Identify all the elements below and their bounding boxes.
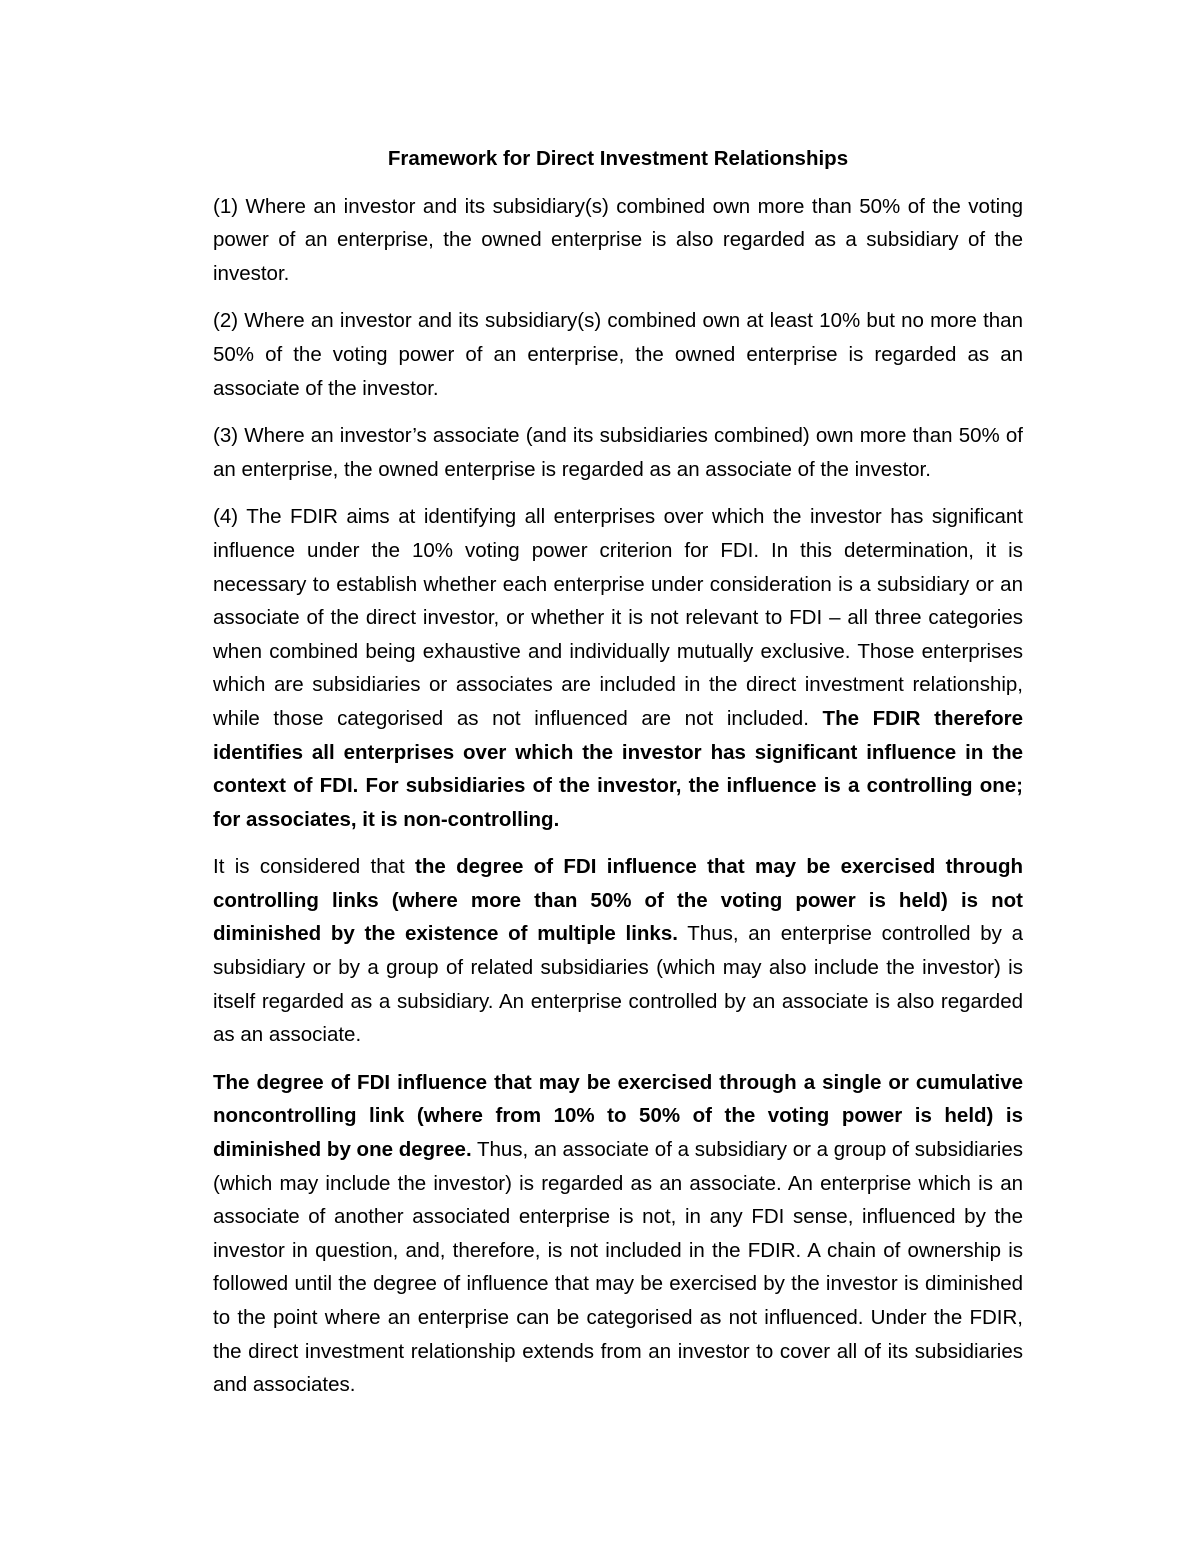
paragraph-1 xyxy=(213,190,1023,291)
paragraph-2 xyxy=(213,304,1023,405)
document-title: Framework for Direct Investment Relationships xyxy=(387,147,849,170)
paragraph-5-bold-text: the degree of FDI influence that may be exercised through controlling links (where more than 50% of the voting power is held) is not diminished by the existence of multiple links. xyxy=(213,855,1023,946)
paragraph-2-text: (2) Where an investor and its subsidiary(s) combined own at least 10% but no more than 50% of the voting power of an enterprise, the owned enterprise is regarded as an associate of the investor. xyxy=(213,309,1023,400)
paragraph-5-text: Thus, an enterprise controlled by a subsidiary or by a group of related subsidiaries (which may also include the investor) is itself regarded as a subsidiary. An enterprise controlled by an associate is also regarded as an associate. xyxy=(213,922,1023,1047)
paragraph-1-text: (1) Where an investor and its subsidiary(s) combined own more than 50% of the voting power of an enterprise, the owned enterprise is also regarded as a subsidiary of the investor. xyxy=(213,194,1023,285)
document-body xyxy=(213,142,1023,1416)
paragraph-4-bold-text: The FDIR therefore identifies all enterprises over which the investor has significant influence in the context of FDI. For subsidiaries of the investor, the influence is a controlling one; for associates, it is non-controlling. xyxy=(213,706,1023,831)
paragraph-6-text: Thus, an associate of a subsidiary or a group of subsidiaries (which may include the investor) is regarded as an associate. An enterprise which is an associate of another associated enterprise is not, in any FDI sense, influenced by the investor in question, and, therefore, is not included in the FDIR. A chain of ownership is followed until the degree of influence that may be exercised by the investor is diminished to the point where an enterprise can be categorised as not influenced. Under the FDIR, the direct investment relationship extends from an investor to cover all of its subsidiaries and associates. xyxy=(213,1138,1023,1397)
paragraph-5 xyxy=(213,850,1023,1052)
paragraph-5-lead-text: It is considered that xyxy=(213,855,416,879)
paragraph-4-text: (4) The FDIR aims at identifying all enterprises over which the investor has significant influence under the 10% voting power criterion for FDI. In this determination, it is necessary to establish whether each enterprise under consideration is a subsidiary or an associate of the direct investor, or whether it is not relevant to FDI – all three categories when combined being exhaustive and individually mutually exclusive. Those enterprises which are subsidiaries or associates are included in the direct investment relationship, while those categorised as not influenced are not included. xyxy=(213,505,1023,730)
paragraph-3-text: (3) Where an investor’s associate (and its subsidiaries combined) own more than 50% of an enterprise, the owned enterprise is regarded as an associate of the investor. xyxy=(213,424,1023,481)
paragraph-4 xyxy=(213,500,1023,836)
paragraph-6-bold-text: The degree of FDI influence that may be exercised through a single or cumulative noncontrolling link (where from 10% to 50% of the voting power is held) is diminished by one degree. xyxy=(213,1070,1023,1162)
paragraph-3 xyxy=(213,419,1023,486)
paragraph-6 xyxy=(213,1066,1023,1402)
